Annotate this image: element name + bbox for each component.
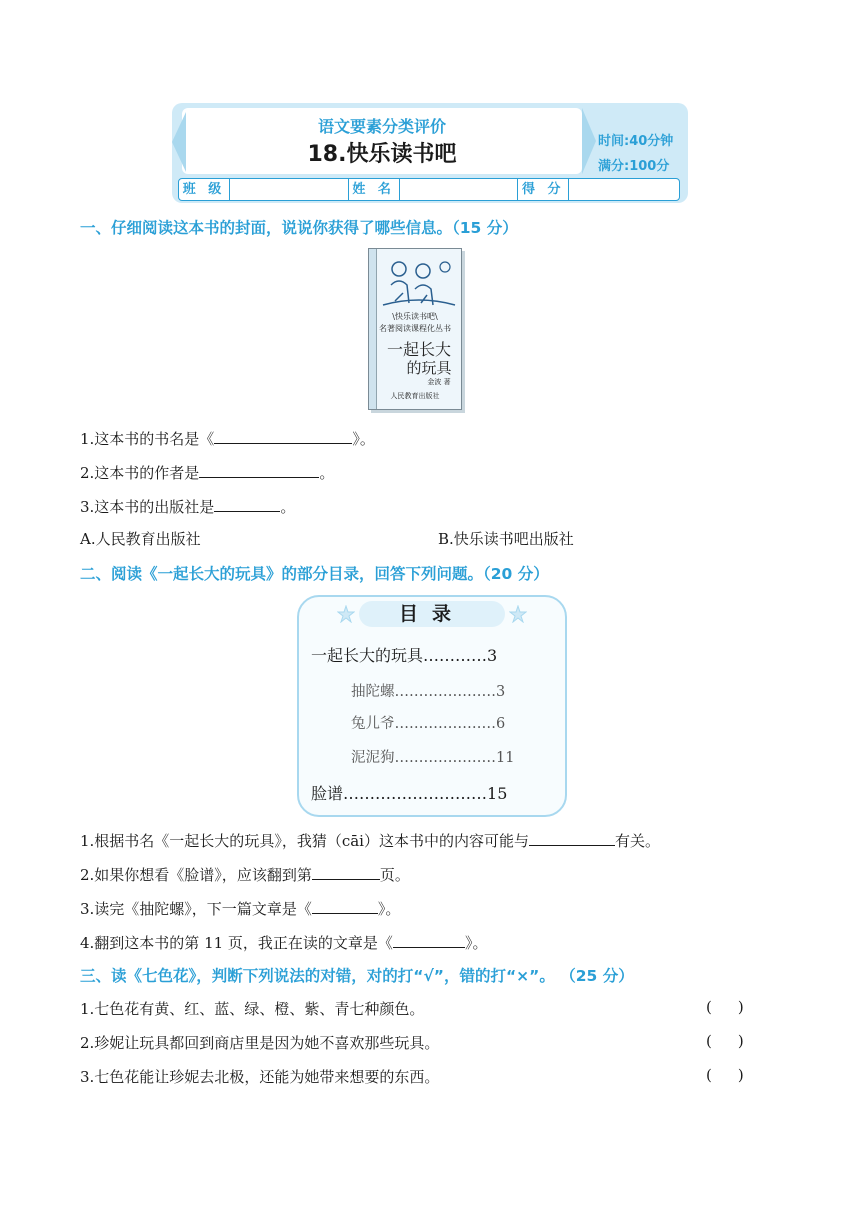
section-1-heading: 一、仔细阅读这本书的封面，说说你获得了哪些信息。（15 分） (80, 219, 518, 237)
series-label: 语文要素分类评价 (317, 117, 446, 136)
answer-blank[interactable] (312, 865, 380, 880)
book-illustration-icon (381, 255, 457, 309)
s1-question-1: 1.这本书的书名是《 》。 (80, 430, 375, 448)
book-subtitle: 名著阅读课程化丛书 (379, 324, 451, 333)
s2-question-1: 1.根据书名《一起长大的玩具》，我猜（cāi）这本书中的内容可能与 有关。 (80, 832, 660, 850)
star-icon (337, 605, 355, 623)
answer-blank[interactable] (393, 933, 465, 948)
toc-entry: 脸谱………………………15 (311, 784, 508, 803)
answer-blank[interactable] (199, 463, 319, 478)
name-field[interactable] (400, 179, 519, 200)
option-a[interactable]: A.人民教育出版社 (80, 530, 201, 548)
toc-entry: 一起长大的玩具…………3 (311, 646, 498, 665)
toc-entry: 兔儿爷…………………6 (351, 716, 506, 732)
time-limit: 时间:40分钟 (598, 134, 674, 149)
option-b[interactable]: B.快乐读书吧出版社 (438, 530, 574, 548)
book-series: \快乐读书吧\ (392, 312, 438, 321)
class-label: 班 级 (179, 179, 230, 200)
chevron-right-icon (582, 108, 596, 174)
score-label: 得 分 (518, 179, 569, 200)
section-2-heading: 二、阅读《一起长大的玩具》的部分目录，回答下列问题。（20 分） (80, 565, 549, 583)
name-label: 姓 名 (349, 179, 400, 200)
answer-parentheses[interactable]: () (706, 998, 770, 1016)
book-title-line2: 的玩具 (406, 359, 452, 377)
judgement-item-3: 3.七色花能让珍妮去北极，还能为她带来想要的东西。 (80, 1068, 440, 1086)
book-title-line1: 一起长大 (386, 340, 451, 359)
toc-header: 目录 (359, 601, 505, 627)
score-field[interactable] (569, 179, 679, 200)
page-title: 18.快乐读书吧 (307, 142, 457, 167)
student-info-row (178, 178, 680, 201)
star-icon (509, 605, 527, 623)
book-publisher: 人民教育出版社 (390, 392, 440, 400)
table-of-contents (297, 595, 567, 817)
answer-blank[interactable] (214, 497, 280, 512)
s2-question-2: 2.如果你想看《脸谱》，应该翻到第 页。 (80, 866, 410, 884)
s1-question-2: 2.这本书的作者是 。 (80, 464, 335, 482)
answer-blank[interactable] (214, 429, 352, 444)
judgement-item-2: 2.珍妮让玩具都回到商店里是因为她不喜欢那些玩具。 (80, 1034, 440, 1052)
judgement-item-1: 1.七色花有黄、红、蓝、绿、橙、紫、青七种颜色。 (80, 1000, 425, 1018)
s2-question-4: 4.翻到这本书的第 11 页，我正在读的文章是《 》。 (80, 934, 488, 952)
class-field[interactable] (230, 179, 349, 200)
answer-parentheses[interactable]: () (706, 1066, 770, 1084)
section-3-heading: 三、读《七色花》，判断下列说法的对错，对的打“√”，错的打“×”。 （25 分） (80, 967, 634, 985)
answer-blank[interactable] (312, 899, 378, 914)
toc-entry: 抽陀螺…………………3 (351, 684, 506, 700)
book-cover (368, 248, 462, 410)
full-score: 满分:100分 (598, 159, 670, 174)
s1-question-3: 3.这本书的出版社是 。 (80, 498, 296, 516)
toc-entry: 泥泥狗…………………11 (351, 750, 515, 766)
s2-question-3: 3.读完《抽陀螺》，下一篇文章是《 》。 (80, 900, 401, 918)
answer-parentheses[interactable]: () (706, 1032, 770, 1050)
answer-blank[interactable] (529, 831, 615, 846)
book-author: 金波 著 (427, 378, 451, 386)
